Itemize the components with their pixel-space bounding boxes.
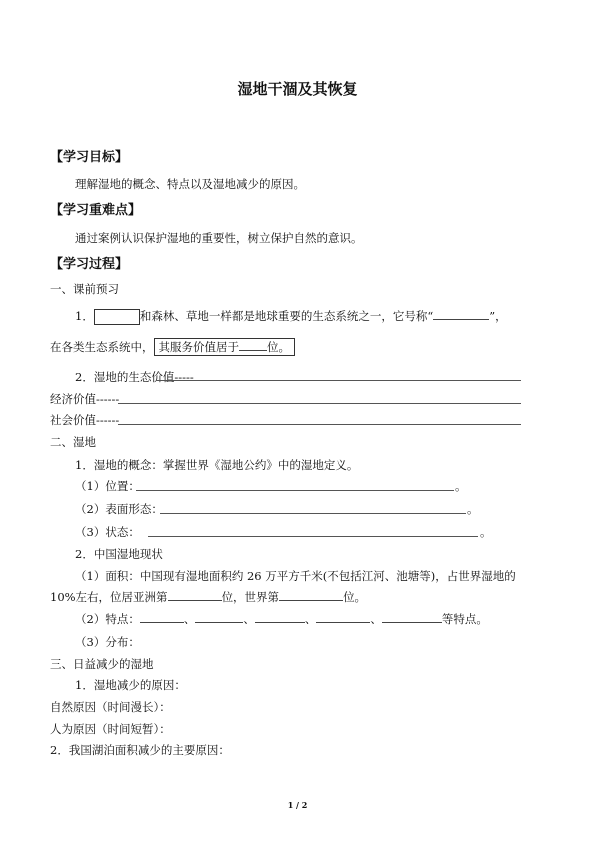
state-label: （3）状态： bbox=[75, 525, 140, 539]
process-header: 【学习过程】 bbox=[50, 257, 129, 272]
q1-value-box-text: 其服务价值居于 bbox=[158, 340, 239, 354]
area-end: 位。 bbox=[343, 590, 367, 604]
features-line bbox=[75, 611, 488, 627]
surface-period: 。 bbox=[467, 502, 479, 516]
feature-sep: 、 bbox=[370, 612, 382, 626]
social-value-line[interactable] bbox=[118, 424, 521, 425]
ecology-value-line[interactable] bbox=[156, 380, 521, 381]
feature-sep: 、 bbox=[183, 612, 196, 626]
natural-reason: 自然原因（时间漫长）： bbox=[50, 700, 171, 714]
key-header: 【学习重难点】 bbox=[50, 203, 142, 218]
q1-line2 bbox=[50, 338, 295, 356]
q1-answer-box[interactable] bbox=[94, 309, 140, 325]
feature-blank-5[interactable] bbox=[382, 611, 442, 623]
econ-label: 经济价值------ bbox=[50, 392, 120, 406]
q1-line1 bbox=[75, 308, 507, 325]
econ-value-line[interactable] bbox=[118, 403, 521, 404]
q1-text: 和森林、草地一样都是地球重要的生态系统之一，它号称“ bbox=[139, 309, 434, 323]
key-text: 通过案例认识保护湿地的重要性，树立保护自然的意识。 bbox=[75, 231, 363, 245]
reason-heading: 1．湿地减少的原因： bbox=[75, 678, 186, 692]
goal-header: 【学习目标】 bbox=[50, 150, 129, 165]
part2-heading: 二、湿地 bbox=[50, 435, 96, 449]
page-number: 1 / 2 bbox=[287, 800, 308, 810]
q2-label: 2．湿地的生态价值----- bbox=[75, 370, 194, 384]
lake-reason: 2．我国湖泊面积减少的主要原因： bbox=[50, 743, 230, 757]
q1-value-box-end: 位。 bbox=[267, 340, 290, 354]
feature-sep: 、 bbox=[304, 612, 317, 626]
feature-blank-4[interactable] bbox=[316, 611, 370, 623]
features-end: 等特点。 bbox=[441, 612, 488, 626]
page-title: 湿地干涸及其恢复 bbox=[237, 80, 358, 98]
feature-blank-3[interactable] bbox=[255, 611, 305, 623]
features-label: （2）特点： bbox=[75, 612, 140, 626]
social-label: 社会价值------ bbox=[50, 413, 120, 427]
position-line[interactable] bbox=[136, 490, 454, 491]
q1-rank-blank[interactable] bbox=[239, 339, 267, 351]
q1-end: ”， bbox=[489, 309, 507, 323]
q1-line2-pre: 在各类生态系统中， bbox=[50, 340, 154, 354]
human-reason: 人为原因（时间短暂）： bbox=[50, 722, 171, 736]
position-period: 。 bbox=[455, 479, 467, 493]
area-world-text: 位，世界第 bbox=[221, 590, 280, 604]
part3-heading: 三、日益减少的湿地 bbox=[50, 657, 154, 671]
surface-line[interactable] bbox=[160, 513, 466, 514]
feature-sep: 、 bbox=[243, 612, 255, 626]
q1-nickname-blank[interactable] bbox=[433, 308, 489, 320]
part1-heading: 一、课前预习 bbox=[50, 282, 119, 296]
q1-value-box bbox=[154, 338, 296, 356]
q1-number: 1． bbox=[75, 309, 94, 323]
position-label: （1）位置： bbox=[75, 479, 140, 493]
area-text: （1）面积：中国现有湿地面积约 26 万平方千米(不包括江河、池塘等)，占世界湿地的 bbox=[75, 569, 516, 583]
distribution-label: （3）分布： bbox=[75, 635, 140, 649]
china-heading: 2．中国湿地现状 bbox=[75, 547, 163, 561]
world-rank-blank[interactable] bbox=[279, 589, 343, 601]
state-line[interactable] bbox=[148, 536, 478, 537]
asia-rank-blank[interactable] bbox=[168, 589, 222, 601]
feature-blank-1[interactable] bbox=[140, 611, 184, 623]
feature-blank-2[interactable] bbox=[195, 611, 243, 623]
concept-text: 1．湿地的概念：掌握世界《湿地公约》中的湿地定义。 bbox=[75, 458, 359, 472]
area-line2 bbox=[50, 589, 366, 605]
state-period: 。 bbox=[480, 525, 492, 539]
goal-text: 理解湿地的概念、特点以及湿地减少的原因。 bbox=[75, 177, 305, 191]
surface-label: （2）表面形态： bbox=[75, 502, 163, 516]
area-asia-text: 10%左右，位居亚洲第 bbox=[50, 590, 168, 604]
